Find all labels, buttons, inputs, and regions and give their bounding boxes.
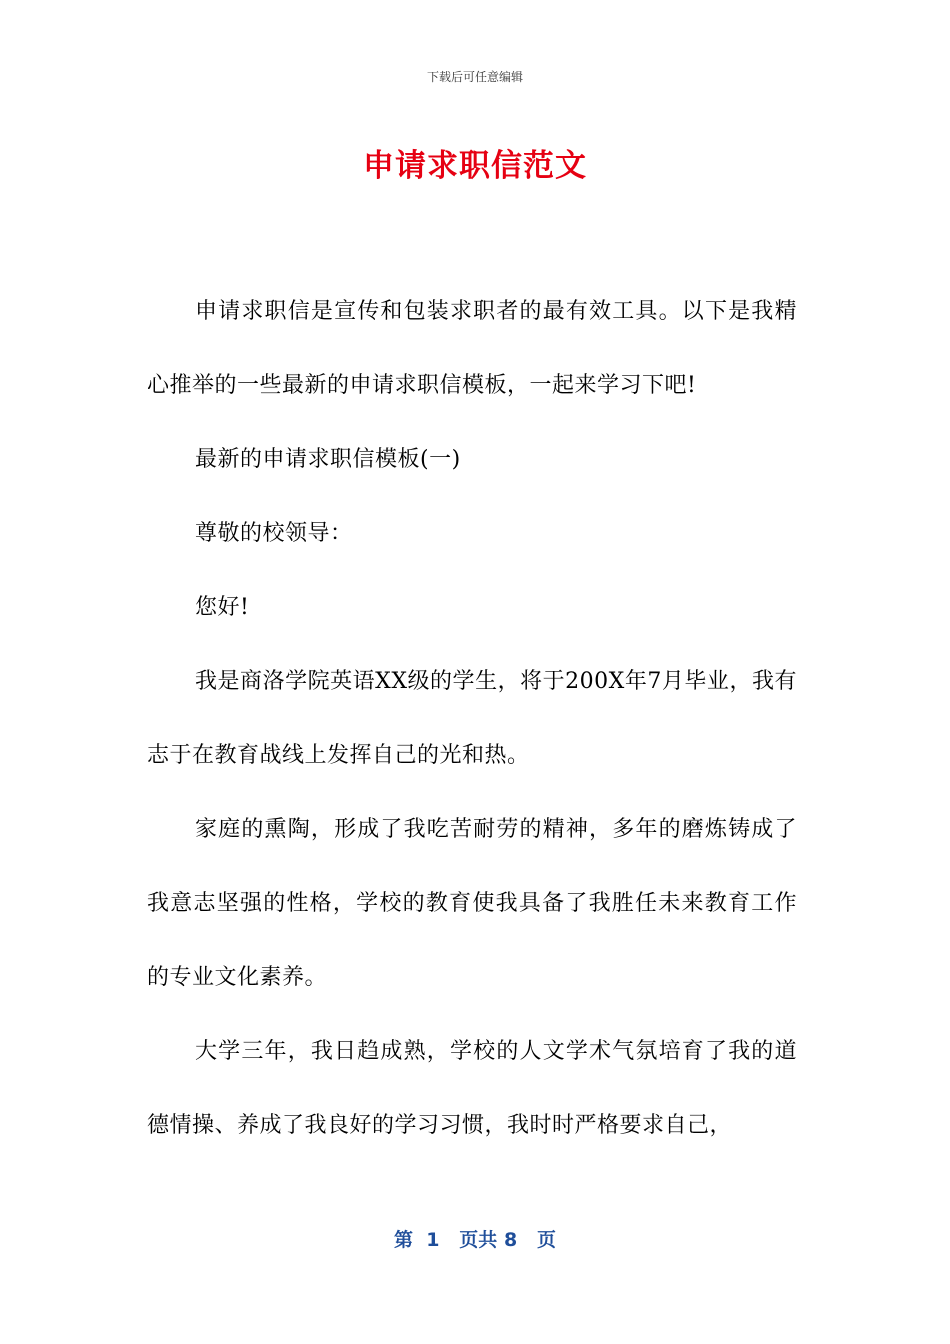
paragraph-family: 家庭的熏陶，形成了我吃苦耐劳的精神，多年的磨炼铸成了我意志坚强的性格，学校的教育使我具备了我胜任未来教育工作的专业文化素养。: [147, 817, 797, 990]
document-body: [147, 275, 797, 1163]
paragraph-template-heading: 最新的申请求职信模板(一): [195, 447, 461, 472]
page-footer: [0, 1225, 950, 1252]
download-note: 下载后可任意编辑: [426, 70, 523, 84]
footer-middle: 页共: [459, 1229, 498, 1251]
paragraph-salutation: 尊敬的校领导：: [195, 521, 353, 546]
footer-total-pages: 8: [503, 1229, 518, 1251]
footer-prefix: 第: [393, 1229, 413, 1251]
document-title: 申请求职信范文: [363, 148, 587, 184]
paragraph-intro: 申请求职信是宣传和包装求职者的最有效工具。以下是我精心推举的一些最新的申请求职信模板，一起来学习下吧!: [147, 299, 797, 398]
paragraph-self-intro: 我是商洛学院英语XX级的学生，将于200X年7月毕业，我有志于在教育战线上发挥自己的光和热。: [147, 669, 797, 768]
paragraph-greeting: 您好!: [195, 595, 250, 620]
footer-suffix: 页: [537, 1229, 557, 1251]
footer-current-page: 1: [426, 1229, 440, 1251]
paragraph-university: 大学三年，我日趋成熟，学校的人文学术气氛培育了我的道德情操、养成了我良好的学习习惯，我时时严格要求自己，: [147, 1039, 797, 1138]
